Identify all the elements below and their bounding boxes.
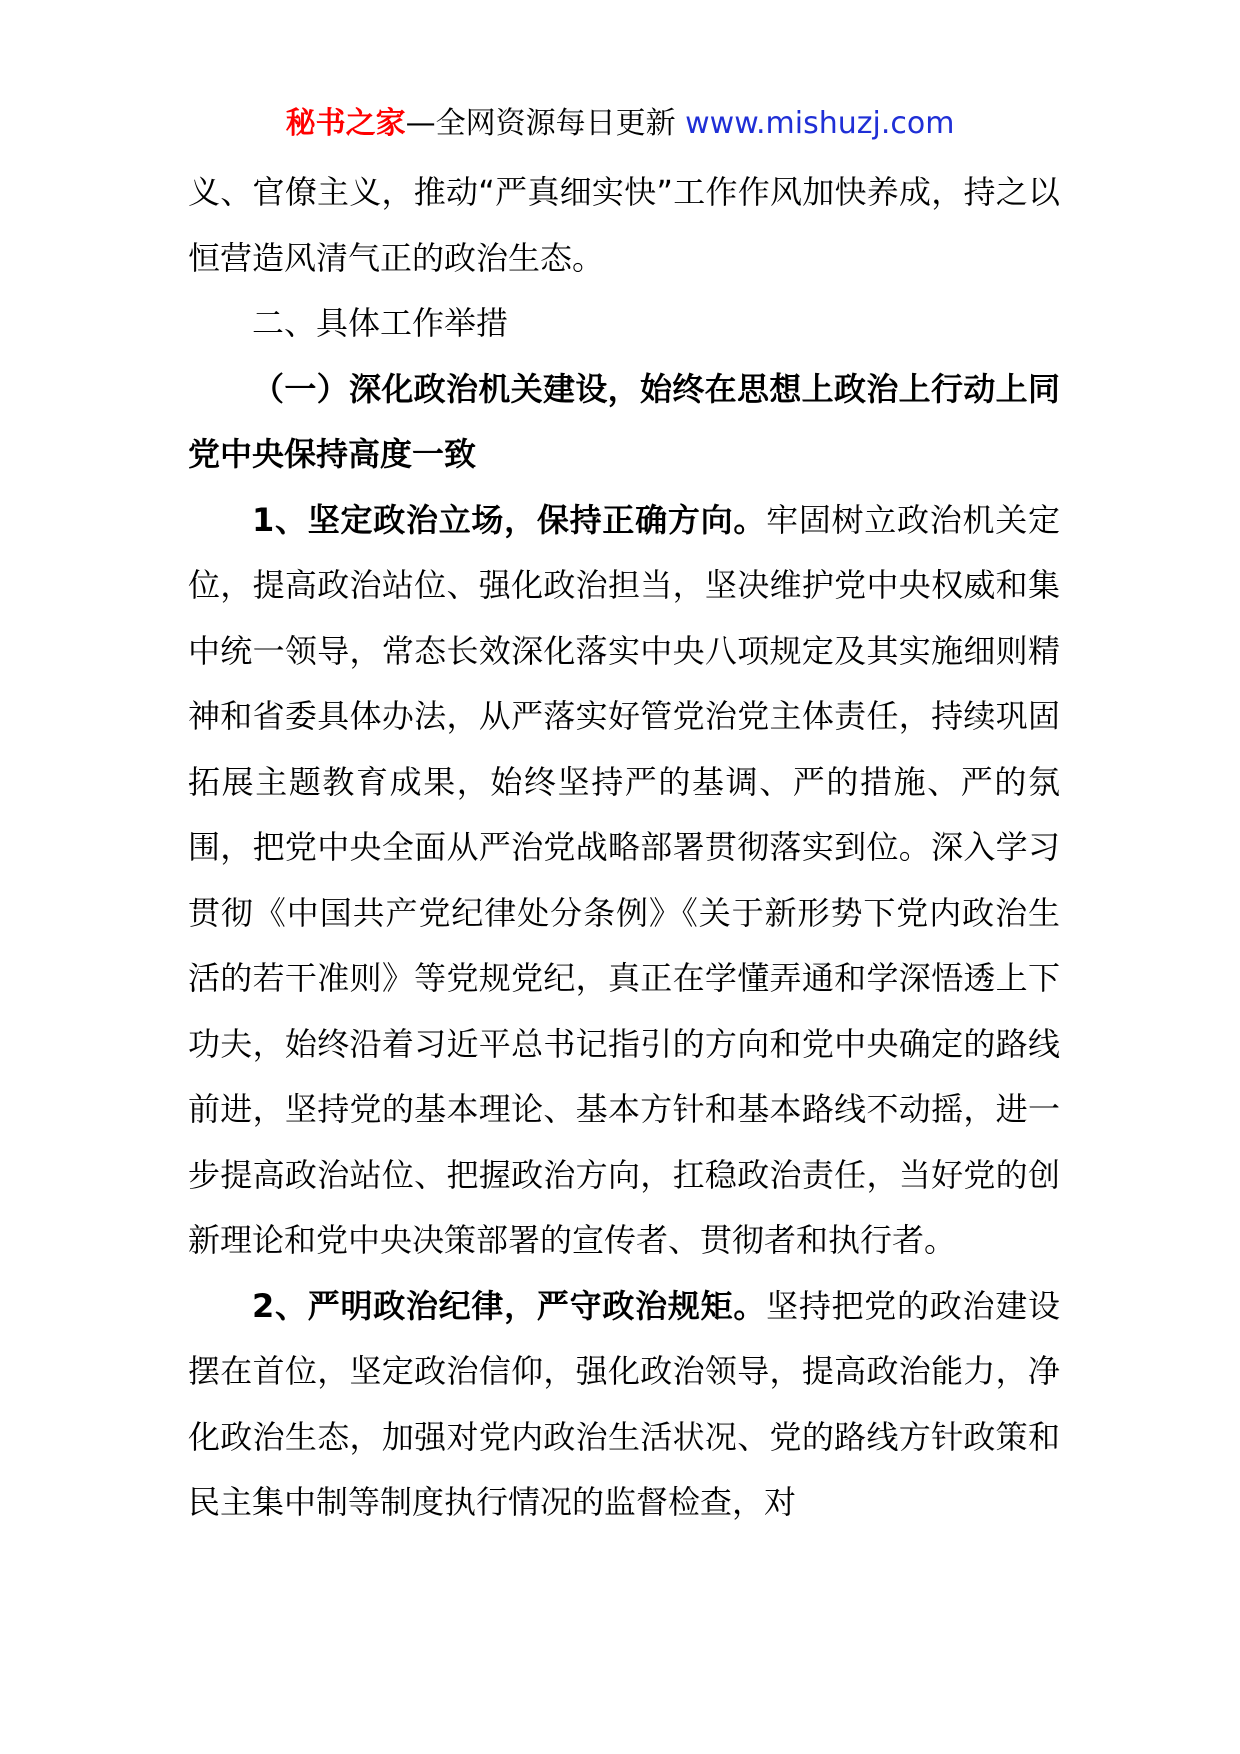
item-2-title: 2、严明政治纪律，严守政治规矩。 — [252, 1286, 767, 1325]
item-1-text: 牢固树立政治机关定位，提高政治站位、强化政治担当，坚决维护党中央权威和集中统一领导，常态长效深化落实中央八项规定及其实施细则精神和省委具体办法，从严落实好管党治党主体责任，持续巩固拓展主题教育成果，始终坚持严的基调、严的措施、严的氛围，把党中央全面从严治党战略部署贯彻落实到位。深入学习贯彻《中国共产党纪律处分条例》《关于新形势下党内政治生活的若干准则》等党规党纪，真正在学懂弄通和学深悟透上下功夫，始终沿着习近平总书记指引的方向和党中央确定的路线前进，坚持党的基本理论、基本方针和基本路线不动摇，进一步提高政治站位、把握政治方向，扛稳政治责任，当好党的创新理论和党中央决策部署的宣传者、贯彻者和执行者。 — [188, 500, 1060, 1259]
item-1-title: 1、坚定政治立场，保持正确方向。 — [252, 500, 767, 539]
document-body — [188, 160, 1060, 1536]
header-brand: 秘书之家 — [285, 106, 406, 141]
section-title: 二、具体工作举措 — [252, 304, 509, 342]
item-2-text: 坚持把党的政治建设摆在首位，坚定政治信仰，强化政治领导，提高政治能力，净化政治生态，加强对党内政治生活状况、党的路线方针政策和民主集中制等制度执行情况的监督检查，对 — [188, 1286, 1060, 1521]
item-2-paragraph — [188, 1274, 1060, 1536]
header-url: www.mishuzj.com — [685, 106, 955, 141]
item-1-paragraph — [188, 488, 1060, 1274]
subsection-title: （一）深化政治机关建设，始终在思想上政治上行动上同党中央保持高度一致 — [188, 369, 1060, 473]
header-tagline: —全网资源每日更新 — [405, 106, 676, 141]
page-header — [0, 102, 1240, 146]
continuation-paragraph: 义、官僚主义，推动“严真细实快”工作作风加快养成，持之以恒营造风清气正的政治生态。 — [188, 173, 1060, 277]
